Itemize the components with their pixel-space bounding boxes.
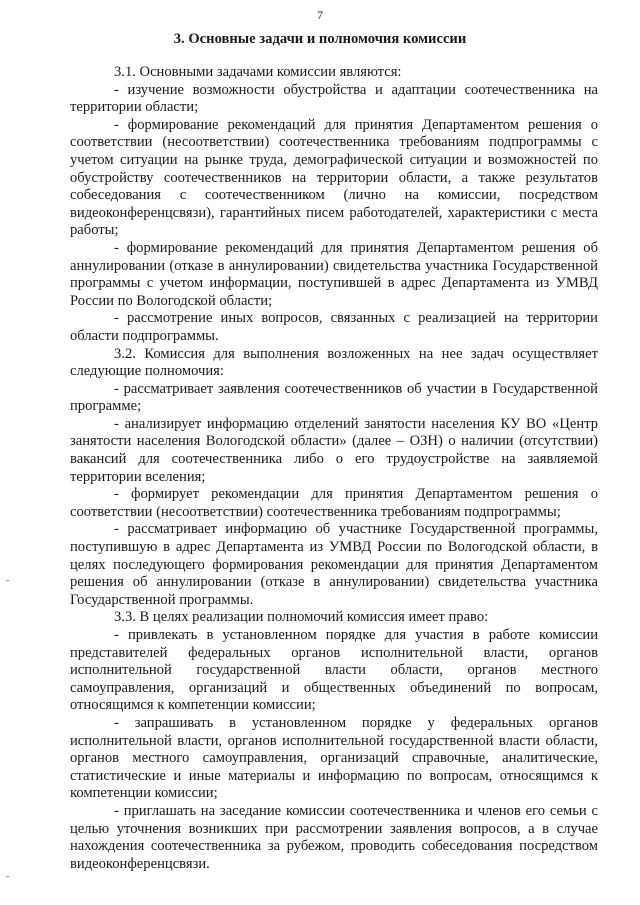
power-analyze-vacancies: - анализирует информацию отделений занятости населения КУ ВО «Центр занятости населения Вологодской области» (далее – ОЗН) о наличии (отсутствии) вакансий для соотечественника либо о его трудоустройстве на заявляемой территории вселения; xyxy=(70,415,598,485)
power-review-applications: - рассматривает заявления соотечественников об участии в Государственной программе; xyxy=(70,380,598,415)
paragraph-3-1: 3.1. Основными задачами комиссии являются: xyxy=(114,64,402,80)
right-request-materials: - запрашивать в установленном порядке у федеральных органов исполнительной власти, органов исполнительной государственной власти области, органов местного самоуправления, организаций справочные, аналитические, статистические и иные материалы и информацию по вопросам, относящимся к компетенции комиссии; xyxy=(70,714,598,802)
power-review-participant-info: - рассматривает информацию об участнике Государственной программы, поступившую в адрес Департамента из УМВД России по Вологодской области, в целях последующего формирования рекомендации для принятия Департаментом решения об аннулировании (отказе в аннулировании) свидетельства участника Государственной программы. xyxy=(70,521,598,608)
section-heading: 3. Основные задачи и полномочия комиссии xyxy=(173,31,467,47)
scan-margin-mark xyxy=(6,876,9,877)
task-adaptation: - изучение возможности обустройства и адаптации соотечественника на территории области; xyxy=(70,81,598,116)
right-involve-representatives: - привлекать в установленном порядке для участия в работе комиссии представителей федеральных органов исполнительной власти, органов исполнительной государственной власти области, органов местного самоуправления, организаций и общественных объединений по вопросам, относящимся к компетенции комиссии; xyxy=(70,627,598,714)
task-compliance-recommendations: - формирование рекомендаций для принятия Департаментом решения о соответствии (несоответствии) соотечественника требованиям подпрограммы с учетом ситуации на рынке труда, демографической ситуации и возможностей по обустройству соотечественников на территории области, а также результатов собеседования с соотечественником (лично на комиссии, посредством видеоконференцсвязи), гарантийных писем работодателей, характеристики с места работы; xyxy=(70,116,598,239)
right-invite-compatriot: - приглашать на заседание комиссии соотечественника и членов его семьи с целью уточнения возникших при рассмотрении заявления вопросов, а в случае нахождения соотечественника за рубежом, проводить собеседования посредством видеоконференцсвязи. xyxy=(70,802,598,872)
scan-margin-mark xyxy=(6,580,9,581)
paragraph-3-3: 3.3. В целях реализации полномочий комиссия имеет право: xyxy=(114,609,489,626)
paragraph-3-2: 3.2. Комиссия для выполнения возложенных на нее задач осуществляет следующие полномочия: xyxy=(70,345,598,380)
task-other-questions: - рассмотрение иных вопросов, связанных с реализацией на территории области подпрограммы. xyxy=(70,310,598,344)
task-annulment-recommendations: - формирование рекомендаций для принятия Департаментом решения об аннулировании (отказе в аннулировании) свидетельства участника Государственной программы с учетом информации, поступившей в адрес Департамента из УМВД России по Вологодской области; xyxy=(70,239,598,309)
power-form-recommendations: - формирует рекомендации для принятия Департаментом решения о соответствии (несоответствии) соотечественника требованиям подпрограммы; xyxy=(70,486,598,520)
page-number: 7 xyxy=(317,8,323,22)
document-body xyxy=(70,64,598,873)
